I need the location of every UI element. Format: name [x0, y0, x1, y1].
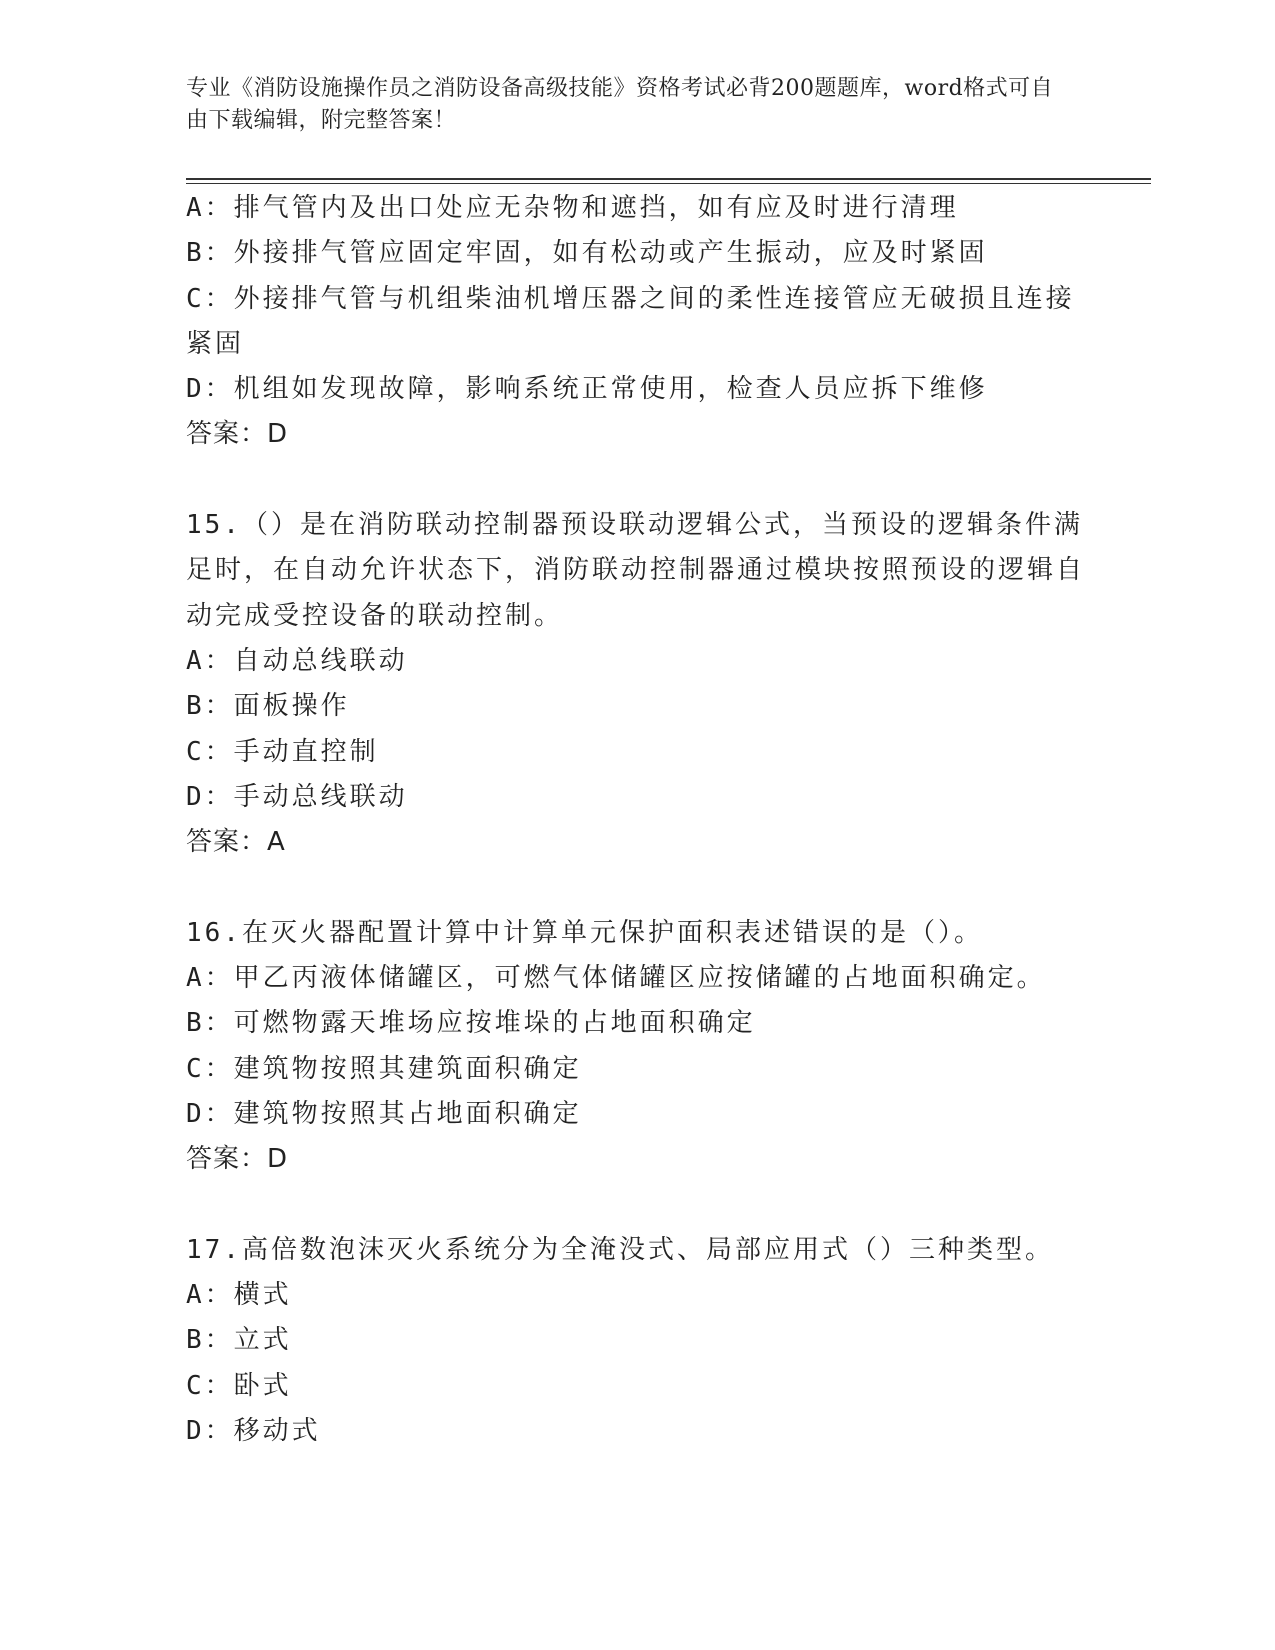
option-d: D：建筑物按照其占地面积确定	[186, 1098, 582, 1129]
option-a: A：横式	[186, 1280, 292, 1311]
option-b: B：可燃物露天堆场应按堆垛的占地面积确定	[186, 1008, 756, 1039]
answer-line: 答案：A	[186, 827, 286, 858]
option-c: C：外接排气管与机组柴油机增压器之间的柔性连接管应无破损且连接紧固	[186, 283, 1075, 359]
option-d: D：手动总线联动	[186, 781, 408, 812]
question-17-block	[186, 1228, 1086, 1454]
option-b: B：外接排气管应固定牢固，如有松动或产生振动，应及时紧固	[186, 238, 988, 269]
question-stem: 16.在灭火器配置计算中计算单元保护面积表述错误的是（）。	[186, 917, 983, 948]
option-b: B：立式	[186, 1325, 292, 1356]
option-c: C：建筑物按照其建筑面积确定	[186, 1053, 582, 1084]
question-stem: 17.高倍数泡沫灭火系统分为全淹没式、局部应用式（）三种类型。	[186, 1234, 1054, 1265]
option-a: A：甲乙丙液体储罐区，可燃气体储罐区应按储罐的占地面积确定。	[186, 963, 1046, 994]
header-divider-thin	[186, 183, 1151, 184]
option-b: B：面板操作	[186, 691, 350, 722]
option-a: A：自动总线联动	[186, 645, 408, 676]
spacer	[186, 458, 1086, 503]
spacer	[186, 1183, 1086, 1228]
option-d: D：机组如发现故障，影响系统正常使用，检查人员应拆下维修	[186, 374, 988, 405]
option-c: C：手动直控制	[186, 736, 379, 767]
document-header: 专业《消防设施操作员之消防设备高级技能》资格考试必背200题题库，word格式可自由下载编辑，附完整答案！	[186, 76, 1054, 133]
spacer	[186, 865, 1086, 910]
question-15-block	[186, 503, 1086, 865]
question-stem: 15.（）是在消防联动控制器预设联动逻辑公式，当预设的逻辑条件满足时，在自动允许状态下，消防联动控制器通过模块按照预设的逻辑自动完成受控设备的联动控制。	[186, 510, 1086, 631]
answer-line: 答案：D	[186, 1144, 289, 1175]
option-a: A：排气管内及出口处应无杂物和遮挡，如有应及时进行清理	[186, 193, 959, 223]
question-16-block	[186, 911, 1086, 1183]
question-content	[186, 186, 1086, 1454]
option-c: C：卧式	[186, 1370, 292, 1401]
option-d: D：移动式	[186, 1416, 321, 1447]
question-14-block	[186, 186, 1086, 458]
answer-line: 答案：D	[186, 419, 289, 450]
header-divider-thick	[186, 178, 1151, 180]
